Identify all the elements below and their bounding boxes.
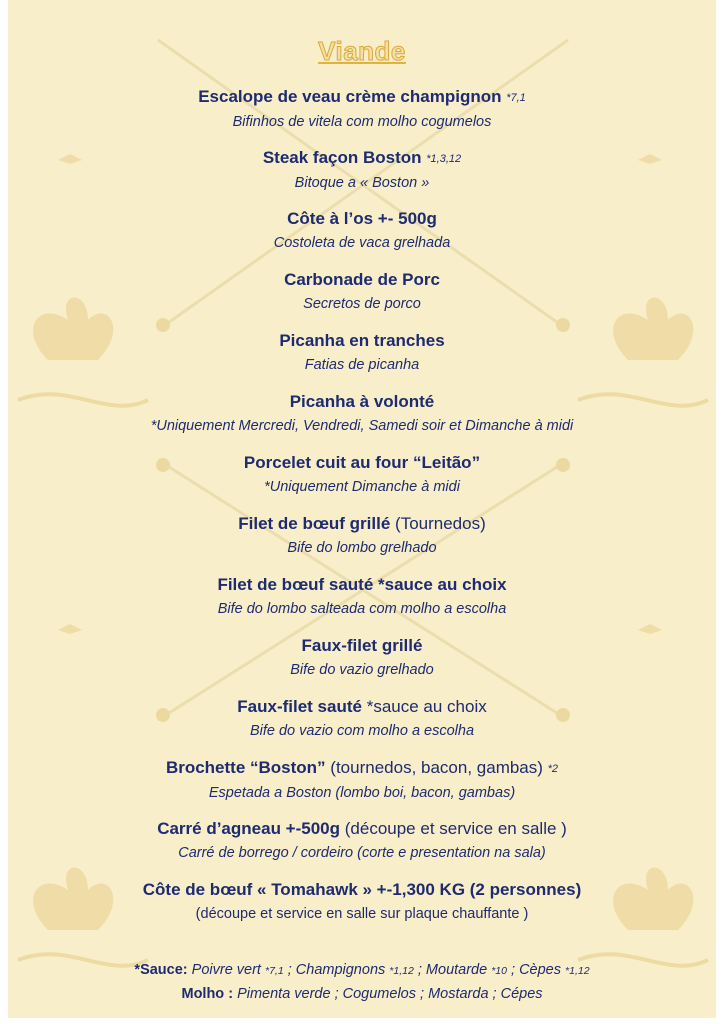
dish-name: Filet de bœuf grillé (238, 514, 391, 533)
sauce-name: Moutarde (425, 962, 488, 978)
menu-item-name (8, 879, 716, 901)
menu-item-name (8, 269, 716, 291)
menu-item (8, 391, 716, 436)
sauce-name: Champignons (295, 962, 386, 978)
menu-item-translation: Bifinhos de vitela com molho cogumelos (232, 114, 492, 130)
menu-item-name (8, 635, 716, 657)
menu-item (8, 147, 716, 193)
molho-label: Molho : (181, 986, 234, 1002)
dish-name: Côte de bœuf « Tomahawk » +-1,300 KG (2 personnes) (142, 880, 582, 899)
menu-item-translation: Bife do vazio com molho a escolha (249, 723, 475, 739)
menu-item-translation: Espetada a Boston (lombo boi, bacon, gambas) (208, 785, 516, 801)
menu-item (8, 330, 716, 375)
allergen-ref: *7,1 (506, 92, 526, 104)
menu-item-translation: Secretos de porco (303, 296, 421, 312)
menu-item (8, 635, 716, 680)
menu-item-translation: Bife do vazio grelhado (290, 662, 434, 678)
menu-item (8, 269, 716, 314)
menu-item-name (8, 147, 716, 170)
menu-item-name (8, 757, 716, 780)
dish-detail: (Tournedos) (395, 514, 486, 533)
dish-detail: (découpe et service en salle ) (344, 819, 567, 838)
sauce-allergen-ref: *1,12 (565, 965, 590, 977)
menu-item-translation: Fatias de picanha (304, 357, 420, 373)
dish-name: Filet de bœuf sauté *sauce au choix (217, 575, 507, 594)
menu-item-translation: Bife do lombo grelhado (287, 540, 437, 556)
menu-item-name (8, 391, 716, 413)
dish-name: Carbonade de Porc (284, 270, 440, 289)
separator: ; (506, 962, 520, 978)
menu-item (8, 86, 716, 132)
menu-item-name (8, 818, 716, 840)
separator: ; (413, 962, 426, 978)
menu-item-translation: *Uniquement Mercredi, Vendredi, Samedi soir et Dimanche à midi (150, 418, 574, 434)
sauce-allergen-ref: *7,1 (265, 965, 284, 977)
menu-item (8, 208, 716, 253)
menu-item (8, 452, 716, 497)
menu-item-translation: (découpe et service en salle sur plaque chauffante ) (195, 906, 529, 922)
menu-item (8, 757, 716, 803)
menu-item-translation: Costoleta de vaca grelhada (273, 235, 451, 251)
allergen-ref: *1,3,12 (426, 153, 462, 165)
sauce-list (192, 962, 590, 978)
menu-page (8, 0, 716, 1018)
molho-line (8, 982, 716, 1006)
menu-item-name (8, 696, 716, 718)
page-title: Viande (318, 36, 406, 66)
dish-name: Carré d’agneau +-500g (157, 819, 341, 838)
menu-item-name (8, 452, 716, 474)
separator: ; (283, 962, 296, 978)
dish-detail: *sauce au choix (366, 697, 487, 716)
menu-item-translation: Bitoque a « Boston » (294, 175, 430, 191)
menu-item-translation: Bife do lombo salteada com molho a escolha (217, 601, 507, 617)
menu-item-name (8, 513, 716, 535)
menu-item (8, 513, 716, 558)
dish-name: Faux-filet grillé (301, 636, 423, 655)
sauce-name: Poivre vert (191, 962, 261, 978)
sauce-allergen-ref: *10 (491, 965, 507, 977)
dish-name: Brochette “Boston” (165, 758, 326, 777)
menu-item (8, 696, 716, 741)
menu-item-translation: *Uniquement Dimanche à midi (264, 479, 460, 495)
sauce-line (8, 958, 716, 983)
dish-name: Côte à l’os +- 500g (287, 209, 437, 228)
dish-name: Picanha en tranches (279, 331, 445, 350)
dish-name: Faux-filet sauté (237, 697, 362, 716)
menu-item (8, 818, 716, 863)
dish-name: Picanha à volonté (289, 392, 435, 411)
sauce-label: *Sauce: (134, 962, 188, 978)
menu-item-name (8, 86, 716, 109)
molho-text: Pimenta verde ; Cogumelos ; Mostarda ; Cépes (237, 986, 543, 1002)
menu-item (8, 574, 716, 619)
dish-name: Escalope de veau crème champignon (198, 87, 502, 106)
dish-detail: (tournedos, bacon, gambas) (330, 758, 543, 777)
menu-item-name (8, 574, 716, 596)
menu-item (8, 879, 716, 924)
dish-name: Porcelet cuit au four “Leitão” (243, 453, 481, 472)
dish-name: Steak façon Boston (262, 148, 422, 167)
menu-item-translation: Carré de borrego / cordeiro (corte e presentation na sala) (178, 845, 546, 861)
menu-item-name (8, 330, 716, 352)
sauce-name: Cèpes (519, 962, 561, 978)
menu-item-name (8, 208, 716, 230)
allergen-ref: *2 (547, 763, 559, 775)
sauce-allergen-ref: *1,12 (389, 965, 414, 977)
